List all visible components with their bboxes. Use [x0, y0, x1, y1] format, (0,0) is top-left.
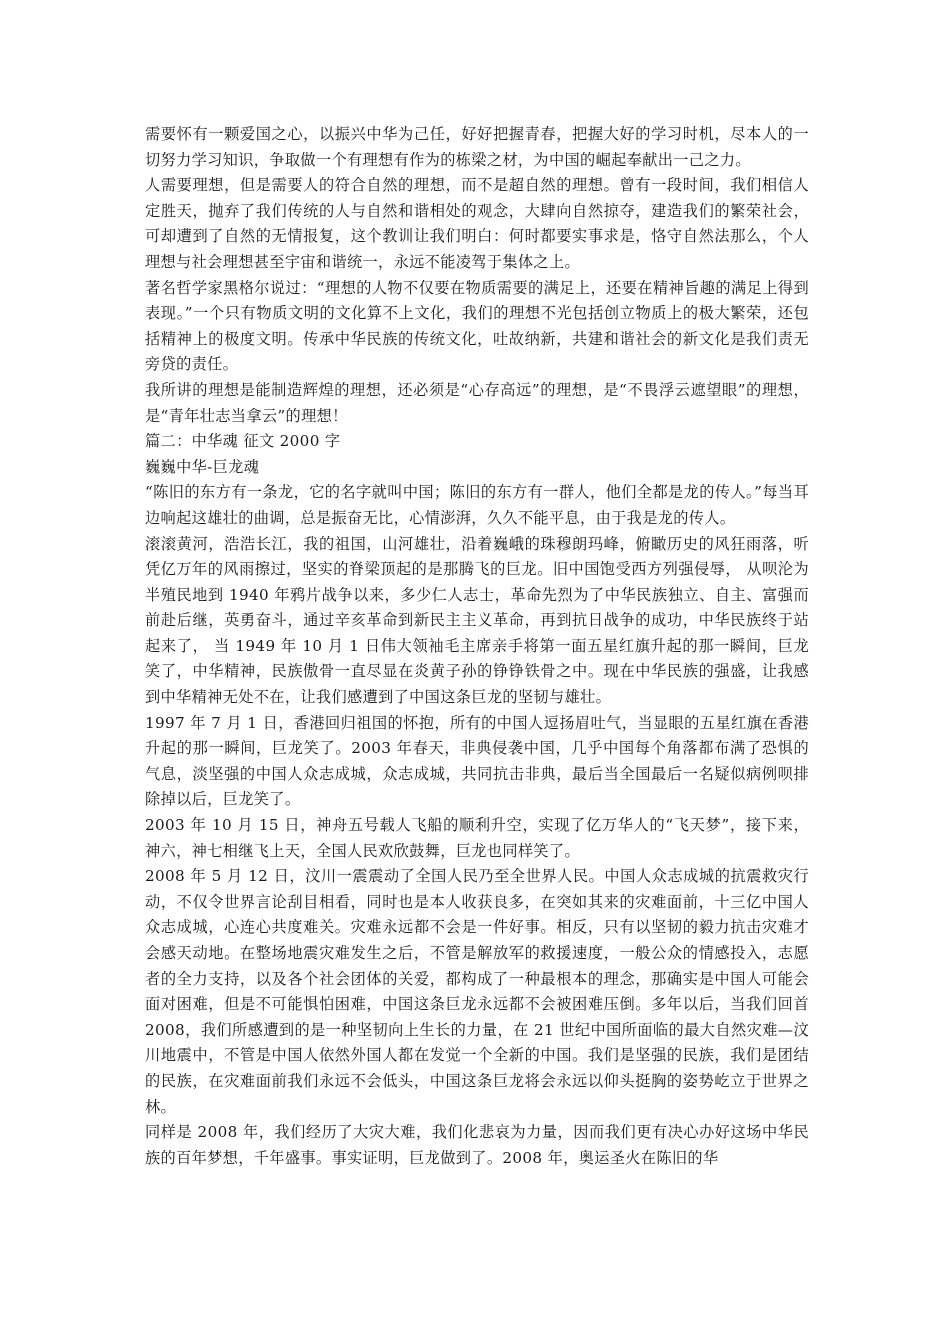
paragraph-3: 著名哲学家黑格尔说过：“理想的人物不仅要在物质需要的满足上，还要在精神旨趣的满足上得到表现。”一个只有物质文明的文化算不上文化，我们的理想不光包括创立物质上的极大繁荣，还包括精神上的极度文明。传承中华民族的传统文化，吐故纳新，共建和谐社会的新文化是我们责无旁贷的责任。: [145, 278, 809, 374]
paragraph-5: “陈旧的东方有一条龙，它的名字就叫中国；陈旧的东方有一群人，他们全都是龙的传人。”每当耳边响起这雄壮的曲调，总是振奋无比，心情澎湃，久久不能平息，由于我是龙的传人。: [145, 483, 809, 527]
paragraph-1: 需要怀有一颗爱国之心，以振兴中华为己任，好好把握青春，把握大好的学习时机，尽本人的一切努力学习知识，争取做一个有理想有作为的栋梁之材，为中国的崛起奉献出一己之力。: [145, 125, 809, 169]
paragraph-7: 1997 年 7 月 1 日，香港回归祖国的怀抱，所有的中国人逗扬眉吐气，当显眼的五星红旗在香港升起的那一瞬间，巨龙笑了。2003 年春天，非典侵袭中国，几乎中国每个角落都布满了恐惧的气息，淡坚强的中国人众志成城，众志成城，共同抗击非典，最后当全国最后一名疑似病例呗排除掉以后，巨龙笑了。: [145, 713, 809, 809]
section-heading: 篇二：中华魂 征文 2000 字: [145, 432, 341, 451]
document-body: [145, 122, 809, 1171]
paragraph-10: 同样是 2008 年，我们经历了大灾大难，我们化悲哀为力量，因而我们更有决心办好这场中华民族的百年梦想，千年盛事。事实证明，巨龙做到了。2008 年，奥运圣火在陈旧的华: [145, 1123, 809, 1167]
paragraph-6: 滚滚黄河，浩浩长江，我的祖国，山河雄壮，沿着巍峨的珠穆朗玛峰，俯瞰历史的风狂雨落，听凭亿万年的风雨擦过，坚实的脊梁顶起的是那腾飞的巨龙。旧中国饱受西方列强侵辱， 从呗沦为半殖民地到 1940 年鸦片战争以来，多少仁人志士，革命先烈为了中华民族独立、自主、富强而前赴后继，英勇奋斗，通过辛亥革命到新民主主义革命，再到抗日战争的成功，中华民族终于站起来了， 当 1949 年 10 月 1 日伟大领袖毛主席亲手将第一面五星红旗升起的那一瞬间，巨龙笑了，中华精神，民族傲骨一直尽显在炎黄子孙的铮铮铁骨之中。现在中华民族的强盛，让我感到中华精神无处不在，让我们感遭到了中国这条巨龙的坚韧与雄壮。: [145, 534, 809, 707]
paragraph-4: 我所讲的理想是能制造辉煌的理想，还必须是“心存高远”的理想，是“不畏浮云遮望眼”的理想，是“青年壮志当拿云”的理想！: [145, 380, 809, 425]
essay-title: 巍巍中华-巨龙魂: [145, 457, 260, 476]
paragraph-8: 2003 年 10 月 15 日，神舟五号载人飞船的顺利升空，实现了亿万华人的“飞天梦”，接下来，神六，神七相继飞上天，全国人民欢欣鼓舞，巨龙也同样笑了。: [145, 816, 809, 860]
paragraph-2: 人需要理想，但是需要人的符合自然的理想，而不是超自然的理想。曾有一段时间，我们相信人定胜天，抛弃了我们传统的人与自然和谐相处的观念，大肆向自然掠夺，建造我们的繁荣社会，可却遭到了自然的无情报复，这个教训让我们明白：何时都要实事求是，恪守自然法那么，个人理想与社会理想甚至宇宙和谐统一，永远不能凌驾于集体之上。: [145, 176, 809, 271]
paragraph-9: 2008 年 5 月 12 日，汶川一震震动了全国人民乃至全世界人民。中国人众志成城的抗震救灾行动，不仅令世界言论刮目相看，同时也是本人收获良多，在突如其来的灾难面前，十三亿中国人众志成城，心连心共度难关。灾难永远都不会是一件好事。相反，只有以坚韧的毅力抗击灾难才会感天动地。在整场地震灾难发生之后，不管是解放军的救援速度，一般公众的情感投入，志愿者的全力支持，以及各个社会团体的关爱，都构成了一种最根本的理念，那确实是中国人可能会面对困难，但是不可能惧怕困难，中国这条巨龙永远都不会被困难压倒。多年以后，当我们回首 2008，我们所感遭到的是一种坚韧向上生长的力量，在 21 世纪中国所面临的最大自然灾难—汶川地震中，不管是中国人依然外国人都在发觉一个全新的中国。我们是坚强的民族，我们是团结的民族，在灾难面前我们永远不会低头，中国这条巨龙将会永远以仰头挺胸的姿势屹立于世界之林。: [145, 867, 809, 1116]
